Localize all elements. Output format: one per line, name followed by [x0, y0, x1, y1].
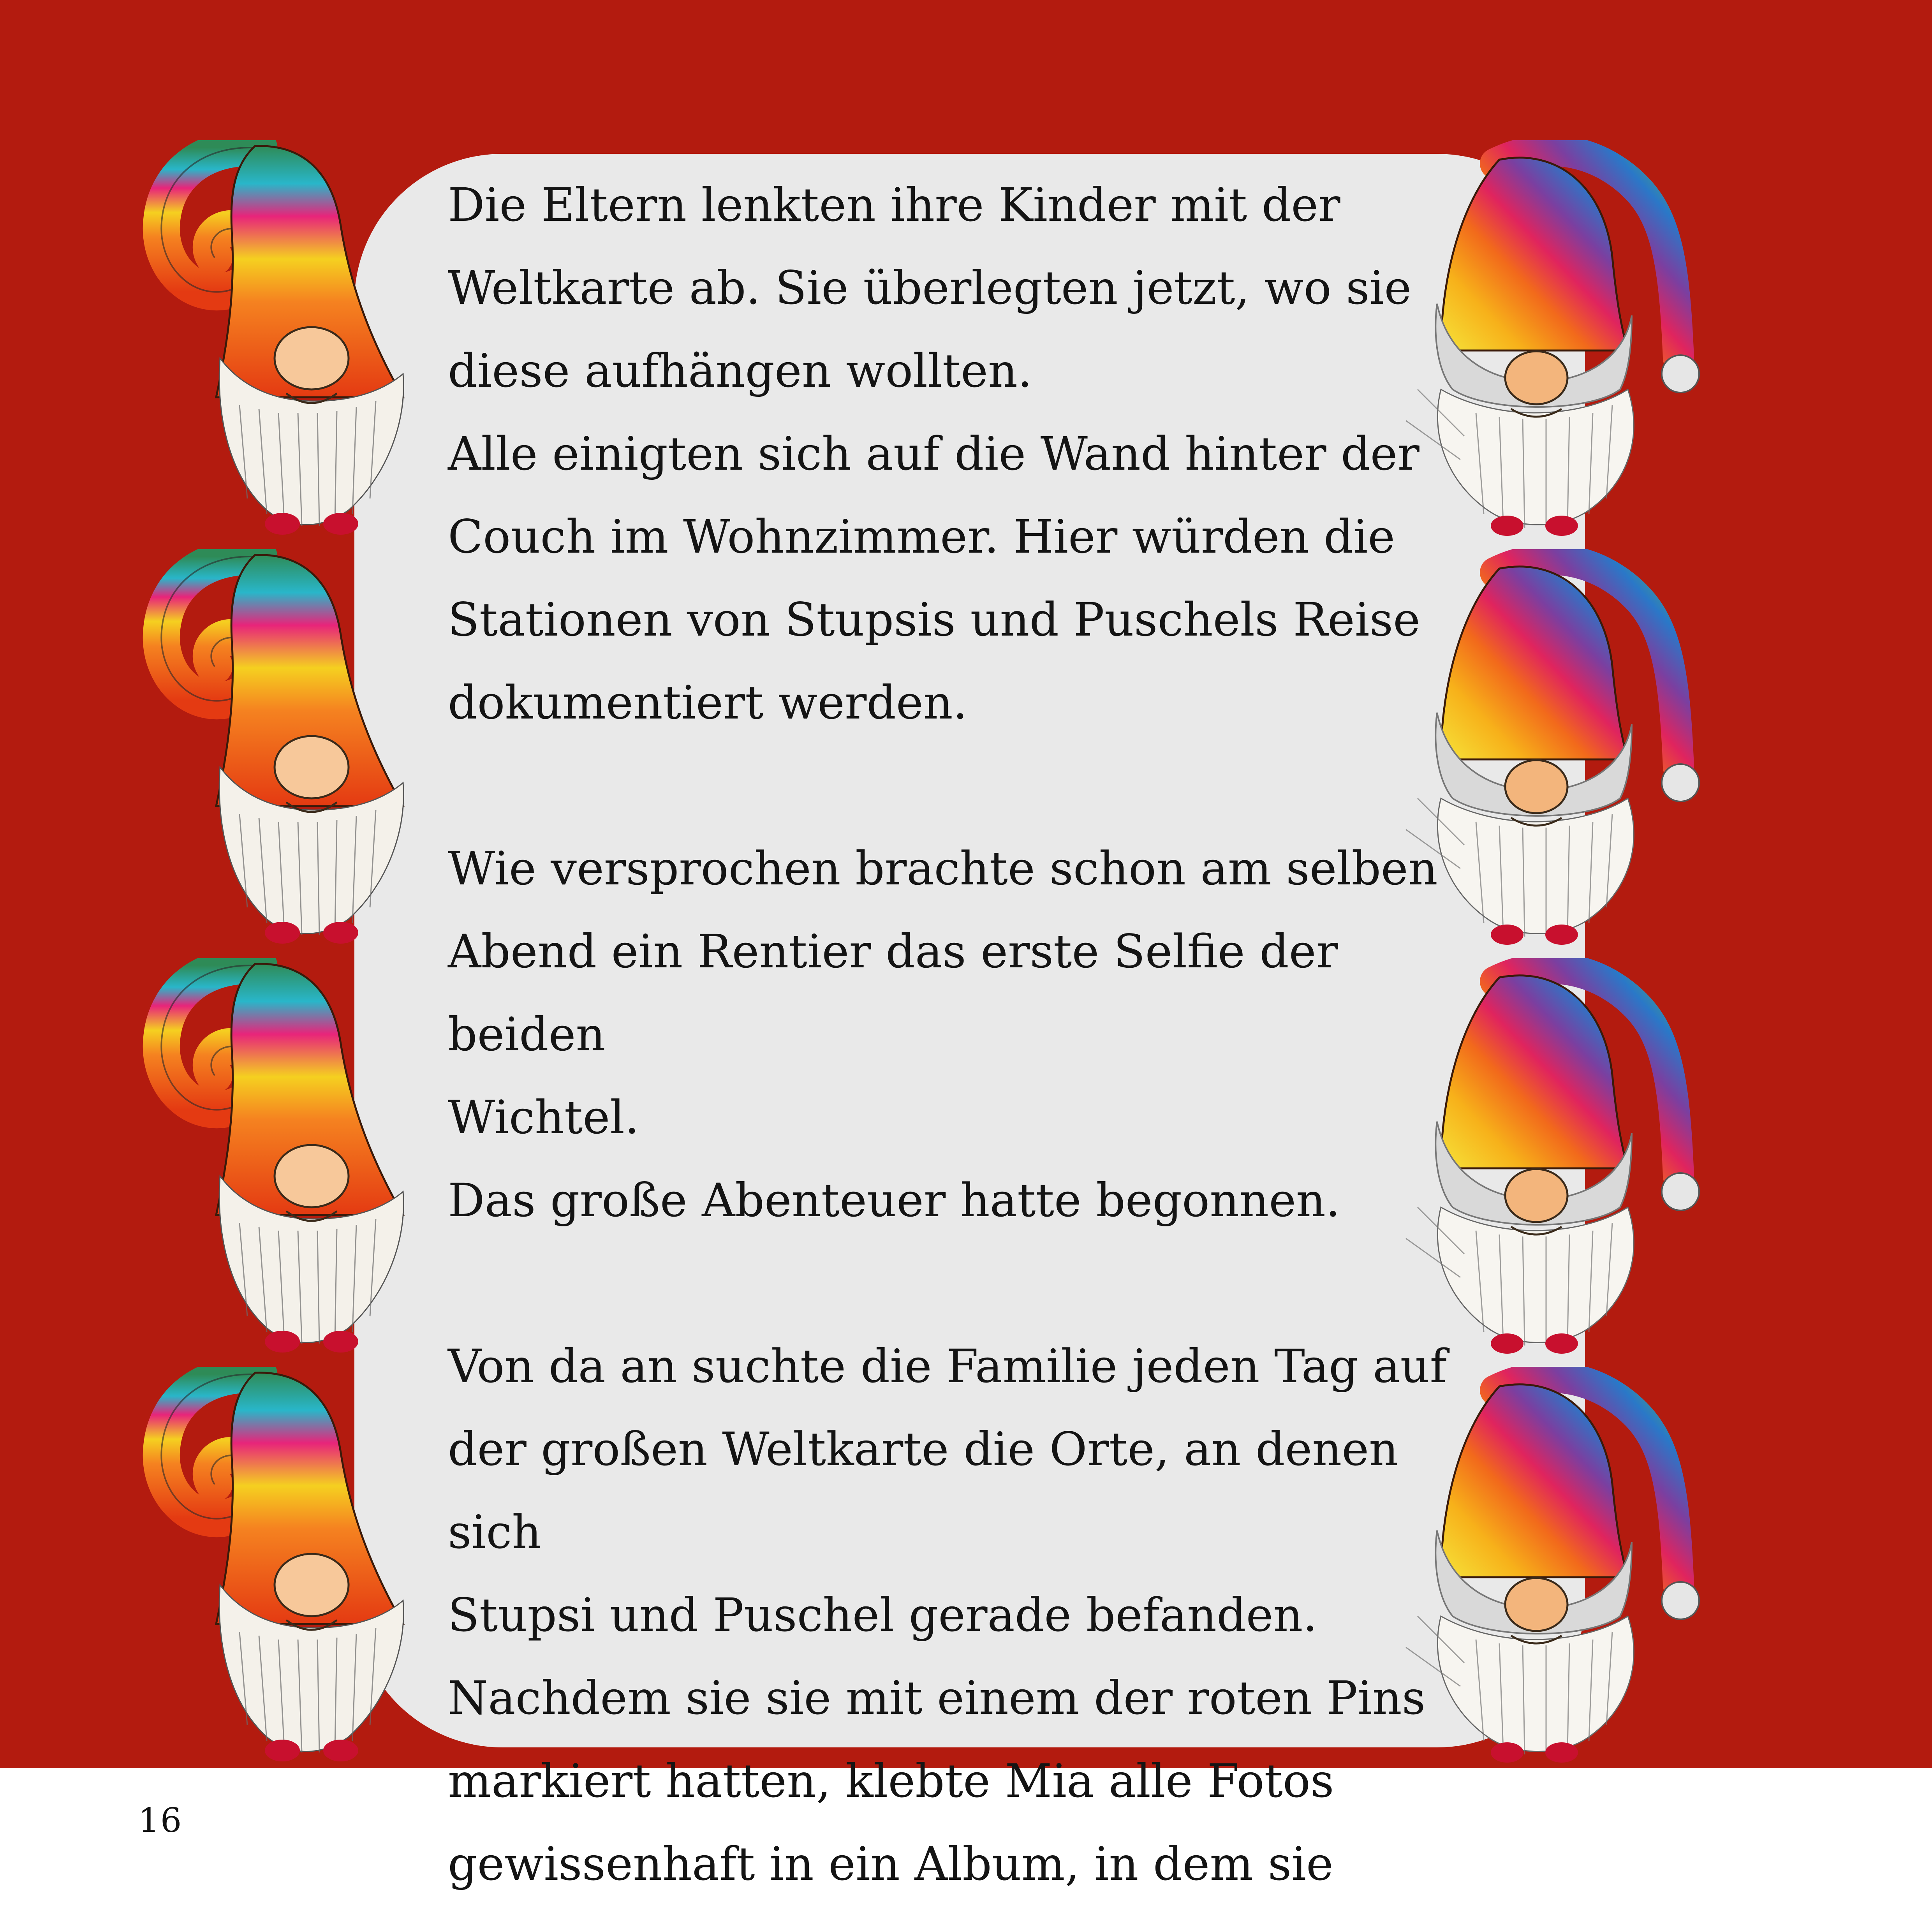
- story-line: Die Eltern lenkten ihre Kinder mit der: [448, 178, 1340, 232]
- story-line: Alle einigten sich auf die Wand hinter der: [448, 427, 1420, 481]
- story-line: der großen Weltkarte die Orte, an denen sich: [448, 1422, 1399, 1559]
- page-number: 16: [138, 1801, 183, 1840]
- gnome-left-2-icon: [138, 549, 434, 946]
- paragraph-gap: [448, 1242, 1499, 1325]
- story-text: [448, 164, 1499, 1906]
- story-line: diese aufhängen wollten.: [448, 344, 1032, 398]
- story-line: Wie versprochen brachte schon am selben: [448, 842, 1438, 895]
- gnome-left-4-icon: [138, 1367, 434, 1764]
- story-line: dokumentiert werden.: [448, 676, 968, 729]
- story-line: Stupsi und Puschel gerade befanden.: [448, 1588, 1318, 1642]
- story-line: Weltkarte ab. Sie überlegten jetzt, wo sie: [448, 261, 1412, 315]
- story-line: Das große Abenteuer hatte begonnen.: [448, 1173, 1340, 1227]
- story-line: Nachdem sie sie mit einem der roten Pins: [448, 1671, 1426, 1725]
- gnome-left-3-icon: [138, 958, 434, 1355]
- story-line: Couch im Wohnzimmer. Hier würden die: [448, 510, 1395, 564]
- story-line: gewissenhaft in ein Album, in dem sie: [448, 1837, 1333, 1891]
- paragraph-gap: [448, 744, 1499, 827]
- gnome-left-1-icon: [138, 140, 434, 537]
- story-line: Abend ein Rentier das erste Selfie der beiden: [448, 925, 1338, 1061]
- story-line: markiert hatten, klebte Mia alle Fotos: [448, 1754, 1334, 1808]
- story-line: Stationen von Stupsis und Puschels Reise: [448, 593, 1421, 646]
- story-line: Von da an suchte die Familie jeden Tag auf: [448, 1339, 1447, 1393]
- story-line: Wichtel.: [448, 1090, 639, 1144]
